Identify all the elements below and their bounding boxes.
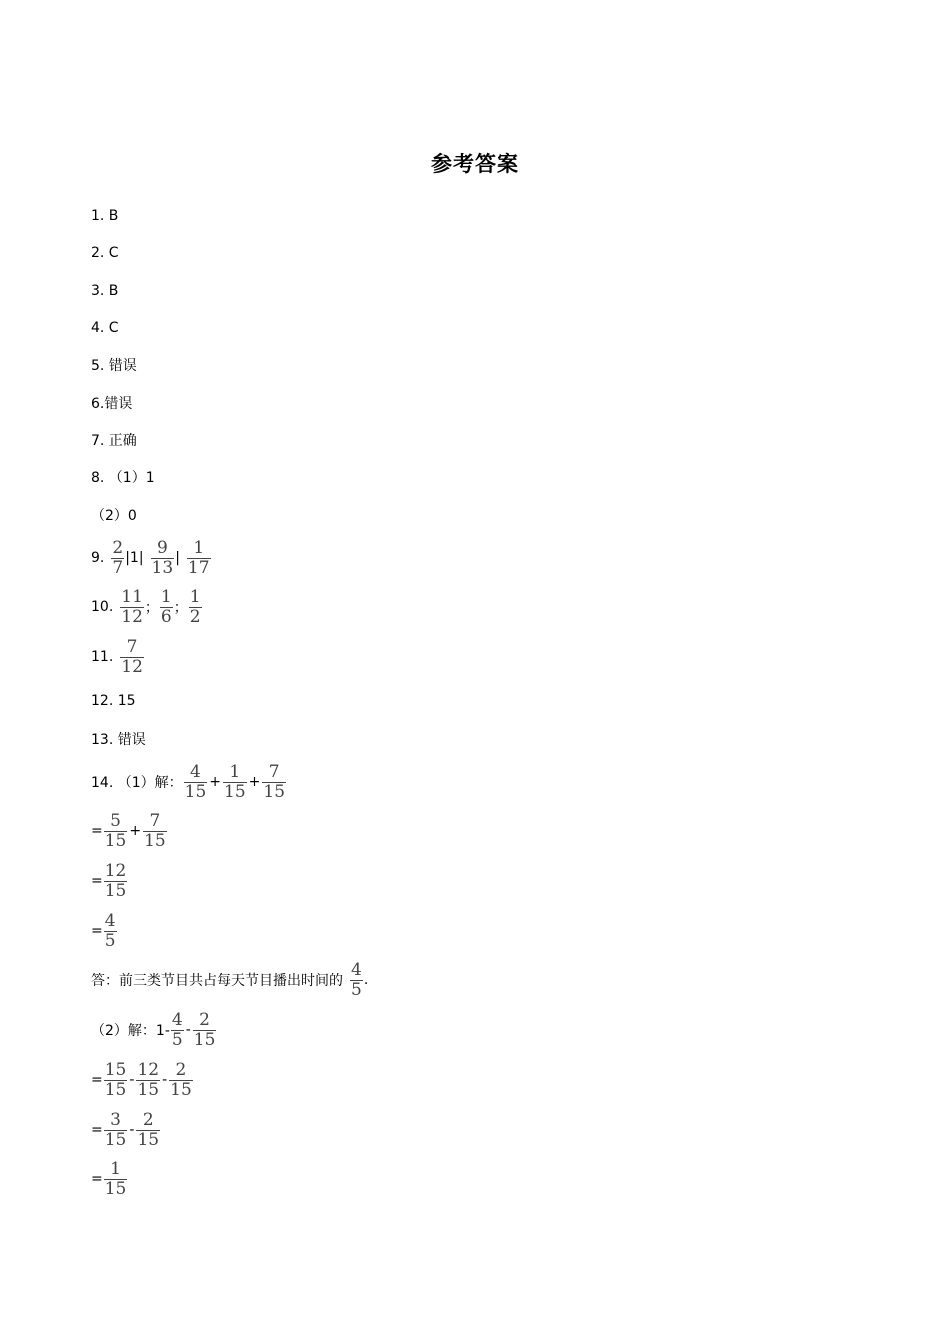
- answer-text: 答：前三类节目共占每天节目播出时间的: [91, 973, 343, 989]
- answer-statement: [91, 959, 369, 1000]
- whole-number: 1: [129, 550, 139, 566]
- minus-sign: -: [185, 1022, 191, 1038]
- equals-sign: =: [91, 1122, 103, 1138]
- plus-sign: +: [248, 774, 261, 790]
- answer-14-part1: [91, 761, 287, 802]
- equals-sign: =: [91, 1171, 103, 1187]
- separator: |: [138, 550, 144, 566]
- plus-sign: +: [209, 774, 221, 790]
- fraction: $\frac{1}{17}$: [187, 537, 210, 578]
- fraction: $\frac{1}{15}$: [104, 1158, 127, 1199]
- separator: |: [175, 550, 180, 566]
- answer-14-part2-label: （2）解：1-: [91, 1023, 170, 1039]
- minus-sign: -: [129, 1072, 135, 1088]
- answer-10-label: 10.: [91, 599, 114, 615]
- equals-sign: =: [91, 873, 103, 889]
- answer-11-label: 11.: [91, 649, 114, 665]
- fraction: $\frac{15}{15}$: [104, 1059, 127, 1100]
- fraction: $\frac{9}{13}$: [151, 537, 174, 578]
- answer-8-part2: （2）0: [91, 508, 137, 524]
- step-line: [91, 810, 168, 851]
- answer-9: [91, 537, 212, 578]
- fraction: $\frac{2}{15}$: [193, 1009, 216, 1050]
- answer-13: 13. 错误: [91, 732, 146, 748]
- answer-9-label: 9.: [91, 550, 105, 566]
- plus-sign: +: [129, 823, 142, 839]
- fraction: $\frac{7}{15}$: [263, 761, 286, 802]
- separator: ；: [173, 600, 188, 616]
- equals-sign: =: [91, 923, 103, 939]
- answer-5: 5. 错误: [91, 358, 137, 374]
- fraction: $\frac{1}{6}$: [160, 586, 172, 627]
- fraction: $\frac{4}{15}$: [184, 761, 207, 802]
- answer-4: 4. C: [91, 320, 119, 336]
- minus-sign: -: [129, 1122, 135, 1138]
- answer-11: [91, 636, 145, 677]
- fraction: $\frac{5}{15}$: [104, 810, 127, 851]
- fraction: $\frac{7}{12}$: [121, 636, 143, 677]
- equals-sign: =: [91, 1072, 103, 1088]
- answer-8-part1: 8. （1）1: [91, 470, 155, 486]
- fraction: $\frac{4}{5}$: [171, 1009, 183, 1050]
- separator: |: [125, 550, 130, 566]
- answer-6: 6.错误: [91, 396, 133, 412]
- answer-2: 2. C: [91, 245, 119, 261]
- fraction: $\frac{1}{15}$: [224, 761, 246, 802]
- fraction: $\frac{11}{12}$: [121, 586, 143, 627]
- fraction: $\frac{4}{5}$: [351, 959, 362, 1000]
- fraction: $\frac{4}{5}$: [104, 910, 116, 951]
- answer-14-label: 14. （1）解：: [91, 775, 183, 791]
- answer-7: 7. 正确: [91, 433, 137, 449]
- fraction: $\frac{7}{15}$: [144, 810, 166, 851]
- equals-sign: =: [91, 823, 103, 839]
- step-line: [91, 1059, 194, 1100]
- page-title: 参考答案: [431, 152, 519, 176]
- answer-3: 3. B: [91, 283, 119, 299]
- fraction: $\frac{2}{15}$: [137, 1109, 160, 1150]
- separator: ；: [144, 600, 159, 616]
- answer-10: [91, 586, 203, 627]
- answer-14-part2: [91, 1009, 217, 1050]
- fraction: $\frac{2}{7}$: [112, 537, 124, 578]
- step-line: [91, 910, 118, 951]
- period: .: [363, 972, 369, 988]
- answer-12: 12. 15: [91, 693, 136, 709]
- minus-sign: -: [162, 1072, 168, 1088]
- step-line: [91, 860, 128, 901]
- fraction: $\frac{1}{2}$: [189, 586, 201, 627]
- fraction: $\frac{12}{15}$: [137, 1059, 160, 1100]
- step-line: [91, 1109, 161, 1150]
- fraction: $\frac{3}{15}$: [104, 1109, 127, 1150]
- answer-1: 1. B: [91, 208, 119, 224]
- step-line: [91, 1158, 128, 1199]
- fraction: $\frac{12}{15}$: [104, 860, 127, 901]
- fraction: $\frac{2}{15}$: [170, 1059, 192, 1100]
